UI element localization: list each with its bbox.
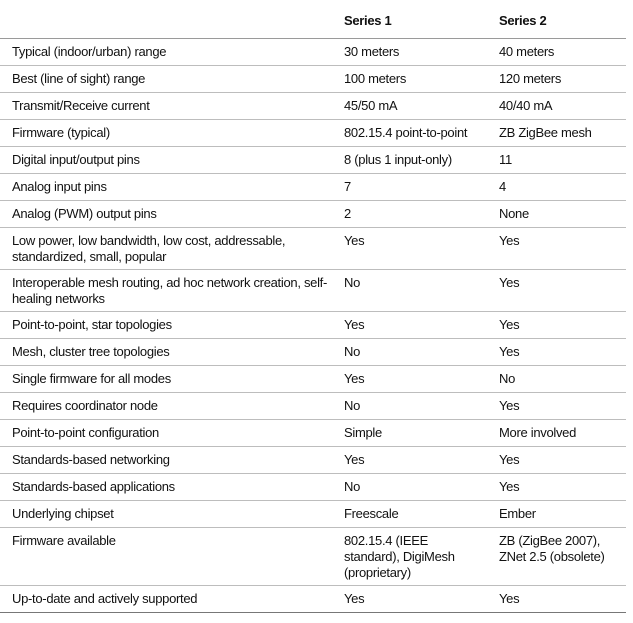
- comparison-table: [0, 6, 626, 613]
- table-row: [0, 39, 626, 66]
- series2-cell: ZB (ZigBee 2007), ZNet 2.5 (obsolete): [489, 528, 626, 586]
- series2-cell: 11: [489, 147, 626, 174]
- series1-cell: Freescale: [333, 501, 489, 528]
- table-row: [0, 501, 626, 528]
- series1-cell: No: [333, 270, 489, 312]
- feature-cell: Firmware (typical): [0, 120, 333, 147]
- table-row: [0, 312, 626, 339]
- feature-cell: Typical (indoor/urban) range: [0, 39, 333, 66]
- series1-cell: No: [333, 474, 489, 501]
- feature-cell: Up-to-date and actively supported: [0, 586, 333, 613]
- series2-cell: Yes: [489, 393, 626, 420]
- table-row: [0, 270, 626, 312]
- series2-cell: Yes: [489, 228, 626, 270]
- series1-cell: 802.15.4 (IEEE standard), DigiMesh (proprietary): [333, 528, 489, 586]
- table-row: [0, 420, 626, 447]
- table-row: [0, 339, 626, 366]
- feature-cell: Low power, low bandwidth, low cost, addressable, standardized, small, popular: [0, 228, 333, 270]
- series2-cell: No: [489, 366, 626, 393]
- series1-cell: 30 meters: [333, 39, 489, 66]
- series2-cell: Yes: [489, 586, 626, 613]
- table-row: [0, 474, 626, 501]
- table-row: [0, 393, 626, 420]
- series2-cell: ZB ZigBee mesh: [489, 120, 626, 147]
- table-row: [0, 366, 626, 393]
- series2-cell: Yes: [489, 339, 626, 366]
- table-row: [0, 93, 626, 120]
- series1-cell: Simple: [333, 420, 489, 447]
- series1-cell: 802.15.4 point-to-point: [333, 120, 489, 147]
- series2-cell: 120 meters: [489, 66, 626, 93]
- feature-cell: Requires coordinator node: [0, 393, 333, 420]
- table-row: [0, 147, 626, 174]
- header-series-2: Series 2: [489, 6, 626, 39]
- series2-cell: Yes: [489, 447, 626, 474]
- feature-cell: Firmware available: [0, 528, 333, 586]
- series1-cell: Yes: [333, 447, 489, 474]
- series2-cell: Ember: [489, 501, 626, 528]
- series1-cell: 7: [333, 174, 489, 201]
- series1-cell: Yes: [333, 586, 489, 613]
- header-feature: [0, 6, 333, 39]
- series2-cell: 40 meters: [489, 39, 626, 66]
- series1-cell: 100 meters: [333, 66, 489, 93]
- series2-cell: Yes: [489, 474, 626, 501]
- feature-cell: Standards-based applications: [0, 474, 333, 501]
- feature-cell: Mesh, cluster tree topologies: [0, 339, 333, 366]
- feature-cell: Underlying chipset: [0, 501, 333, 528]
- series1-cell: Yes: [333, 228, 489, 270]
- series1-cell: Yes: [333, 312, 489, 339]
- feature-cell: Point-to-point configuration: [0, 420, 333, 447]
- table-row: [0, 586, 626, 613]
- table-row: [0, 447, 626, 474]
- series1-cell: 45/50 mA: [333, 93, 489, 120]
- header-series-1: Series 1: [333, 6, 489, 39]
- series1-cell: 2: [333, 201, 489, 228]
- feature-cell: Best (line of sight) range: [0, 66, 333, 93]
- table-row: [0, 174, 626, 201]
- table-row: [0, 66, 626, 93]
- feature-cell: Interoperable mesh routing, ad hoc network creation, self-healing networks: [0, 270, 333, 312]
- feature-cell: Standards-based networking: [0, 447, 333, 474]
- table-row: [0, 528, 626, 586]
- table-row: [0, 228, 626, 270]
- feature-cell: Point-to-point, star topologies: [0, 312, 333, 339]
- table-row: [0, 120, 626, 147]
- feature-cell: Analog input pins: [0, 174, 333, 201]
- series1-cell: No: [333, 393, 489, 420]
- series2-cell: 4: [489, 174, 626, 201]
- table-row: [0, 201, 626, 228]
- series2-cell: None: [489, 201, 626, 228]
- series2-cell: More involved: [489, 420, 626, 447]
- feature-cell: Single firmware for all modes: [0, 366, 333, 393]
- series2-cell: Yes: [489, 312, 626, 339]
- series2-cell: Yes: [489, 270, 626, 312]
- feature-cell: Digital input/output pins: [0, 147, 333, 174]
- series1-cell: 8 (plus 1 input-only): [333, 147, 489, 174]
- table-header-row: [0, 6, 626, 39]
- series1-cell: Yes: [333, 366, 489, 393]
- series2-cell: 40/40 mA: [489, 93, 626, 120]
- series1-cell: No: [333, 339, 489, 366]
- feature-cell: Analog (PWM) output pins: [0, 201, 333, 228]
- feature-cell: Transmit/Receive current: [0, 93, 333, 120]
